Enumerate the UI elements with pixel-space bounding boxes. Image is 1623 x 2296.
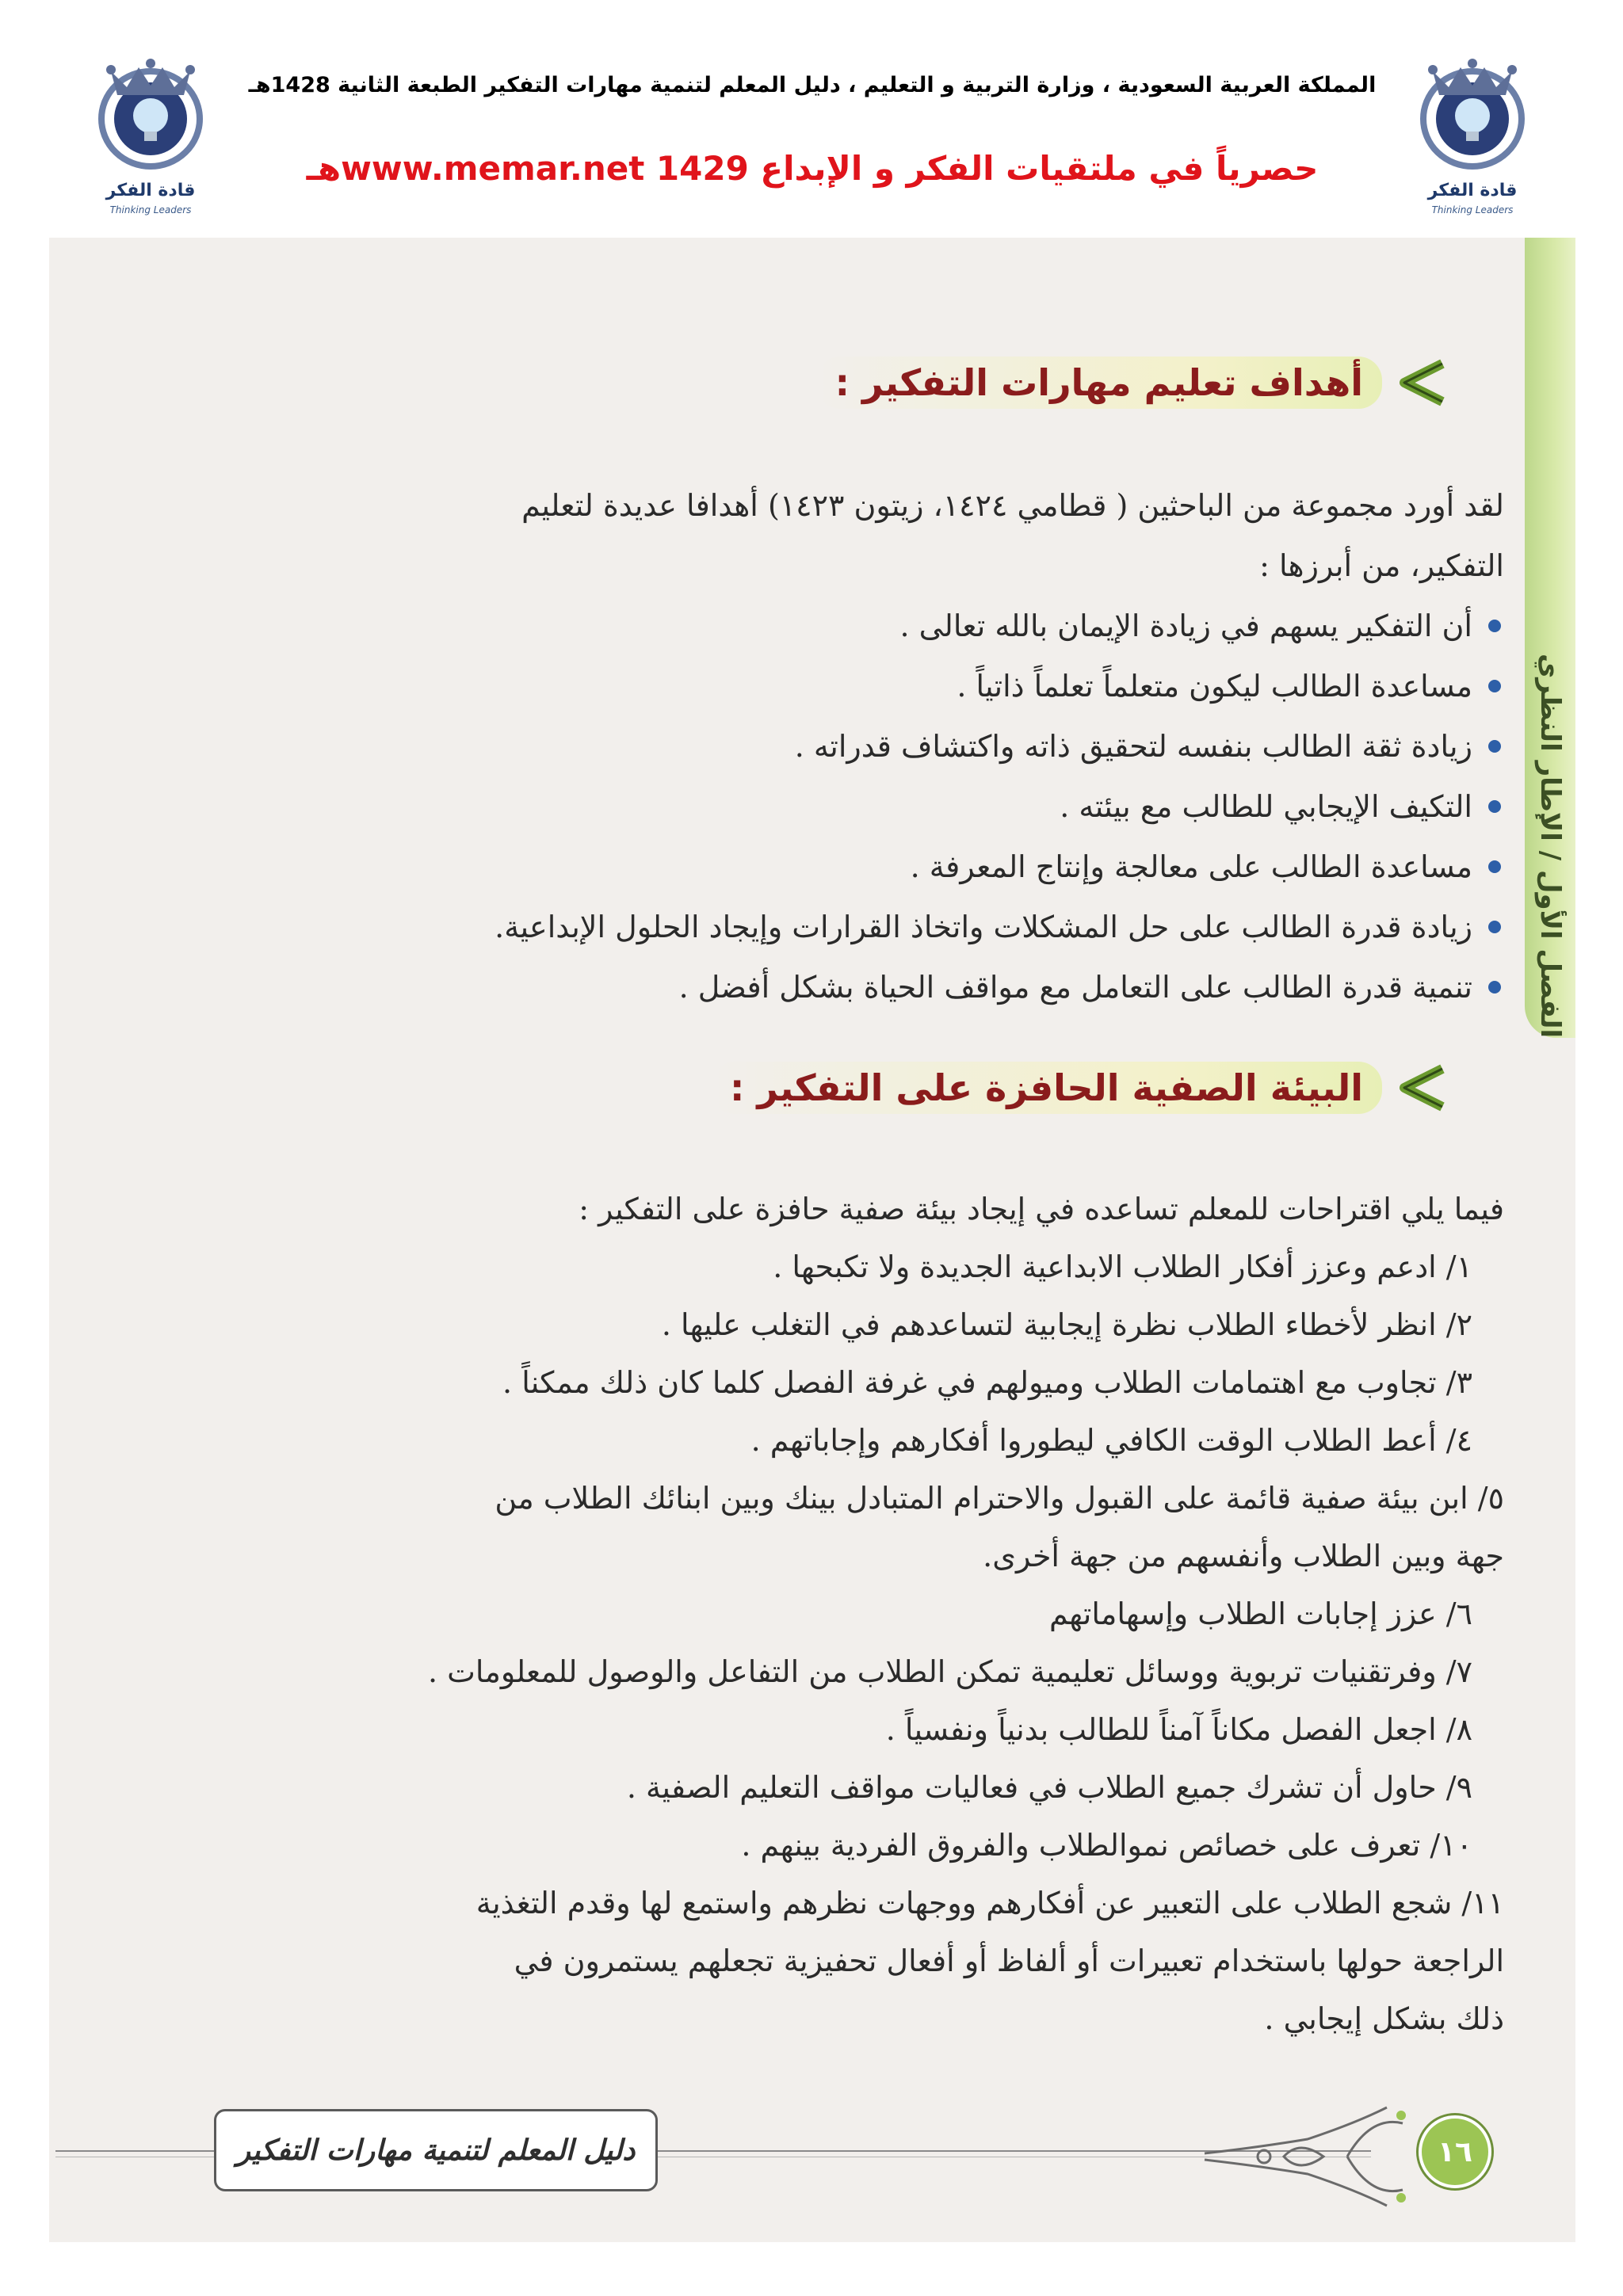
chapter-side-tab-label: الفصل الأول / الإطار النظري <box>1534 653 1566 1038</box>
intro-line: فيما يلي اقتراحات للمعلم تساعده في إيجاد بيئة صفية حافزة على التفكير : <box>579 1192 1504 1226</box>
list-item: ١١/ شجع الطلاب على التعبير عن أفكارهم ووجهات نظرهم واستمع لها وقدم التغذية <box>475 1886 1504 1920</box>
crown-bulb-icon <box>1401 40 1544 182</box>
section-heading-goals <box>816 357 1449 409</box>
thinking-leaders-logo-left <box>79 40 222 222</box>
goals-list <box>157 596 1504 1017</box>
scanned-page <box>49 238 1575 2242</box>
header-title: المملكة العربية السعودية ، وزارة التربية و التعليم ، دليل المعلم لتنمية مهارات التفكير الطبعة الثانية 1428هـ <box>248 73 1377 97</box>
logo-caption-english: Thinking Leaders <box>1431 204 1514 215</box>
thinking-leaders-logo-right <box>1401 40 1544 222</box>
list-item: مساعدة الطالب ليكون متعلماً تعلماً ذاتياً . <box>157 656 1504 716</box>
bullet-icon <box>1488 860 1501 873</box>
chevron-left-icon <box>1393 359 1449 406</box>
list-item: تنمية قدرة الطالب على التعامل مع مواقف الحياة بشكل أفضل . <box>157 957 1504 1017</box>
list-item: التكيف الإيجابي للطالب مع بيئته . <box>157 776 1504 837</box>
footer-book-title <box>214 2109 658 2191</box>
list-item: ١٠/ تعرف على خصائص نموالطلاب والفروق الفردية بينهم . <box>741 1828 1472 1863</box>
list-item: ٢/ انظر لأخطاء الطلاب نظرة إيجابية لتساعدهم في التغلب عليها . <box>661 1307 1472 1342</box>
list-item: ٦/ عزز إجابات الطلاب وإسهاماتهم <box>1049 1596 1472 1631</box>
bullet-icon <box>1488 740 1501 753</box>
bullet-icon <box>1488 981 1501 994</box>
intro-paragraph <box>157 475 1504 596</box>
header-subtitle: حصرياً في ملتقيات الفكر و الإبداع www.memar.net 1429هـ <box>306 149 1319 188</box>
list-item: ٩/ حاول أن تشرك جميع الطلاب في فعاليات مواقف التعليم الصفية . <box>626 1770 1472 1805</box>
list-item: جهة وبين الطلاب وأنفسهم من جهة أخرى. <box>983 1539 1504 1573</box>
list-item: زيادة ثقة الطالب بنفسه لتحقيق ذاته واكتشاف قدراته . <box>157 716 1504 776</box>
list-item: ٥/ ابن بيئة صفية قائمة على القبول والاحترام المتبادل بينك وبين ابنائك الطلاب من <box>495 1481 1504 1516</box>
logo-caption: قادة الفكر <box>105 181 196 200</box>
environment-list <box>157 1180 1504 2048</box>
section-heading-text: أهداف تعليم مهارات التفكير : <box>816 357 1382 409</box>
bullet-icon <box>1488 921 1501 933</box>
footer-title-text: دليل المعلم لتنمية مهارات التفكير <box>236 2134 636 2167</box>
page-number: ١٦ <box>1419 2115 1491 2188</box>
section-heading-text: البيئة الصفية الحافزة على التفكير : <box>711 1062 1382 1114</box>
list-item: الراجعة حولها باستخدام تعبيرات أو ألفاظ أو أفعال تحفيزية تجعلهم يستمرون في <box>514 1943 1504 1978</box>
list-item: ذلك بشكل إيجابي . <box>1264 2001 1504 2036</box>
list-item: زيادة قدرة الطالب على حل المشكلات واتخاذ القرارات وإيجاد الحلول الإبداعية. <box>157 897 1504 957</box>
intro-line: لقد أورد مجموعة من الباحثين ( قطامي ١٤٢٤، زيتون ١٤٢٣) أهدافا عديدة لتعليم <box>521 488 1504 523</box>
list-item: أن التفكير يسهم في زيادة الإيمان بالله تعالى . <box>157 596 1504 656</box>
section-heading-environment <box>711 1062 1449 1114</box>
list-item: ٨/ اجعل الفصل مكاناً آمناً للطالب بدنياً ونفسياً . <box>885 1712 1472 1747</box>
chevron-left-icon <box>1393 1064 1449 1112</box>
bullet-icon <box>1488 620 1501 632</box>
intro-line: التفكير، من أبرزها : <box>1259 548 1504 583</box>
list-item: مساعدة الطالب على معالجة وإنتاج المعرفة . <box>157 837 1504 897</box>
bullet-icon <box>1488 680 1501 692</box>
bullet-icon <box>1488 800 1501 813</box>
list-item: ٣/ تجاوب مع اهتمامات الطلاب وميولهم في غرفة الفصل كلما كان ذلك ممكناً . <box>502 1365 1472 1400</box>
list-item: ١/ ادعم وعزز أفكار الطلاب الابداعية الجديدة ولا تكبحها . <box>773 1249 1472 1284</box>
crown-bulb-icon <box>79 40 222 182</box>
logo-caption: قادة الفكر <box>1427 181 1518 200</box>
list-item: ٤/ أعط الطلاب الوقت الكافي ليطوروا أفكارهم وإجاباتهم . <box>750 1423 1472 1458</box>
list-item: ٧/ وفرتقنيات تربوية ووسائل تعليمية تمكن الطلاب من التفاعل والوصول للمعلومات . <box>427 1654 1472 1689</box>
logo-caption-english: Thinking Leaders <box>109 204 192 215</box>
